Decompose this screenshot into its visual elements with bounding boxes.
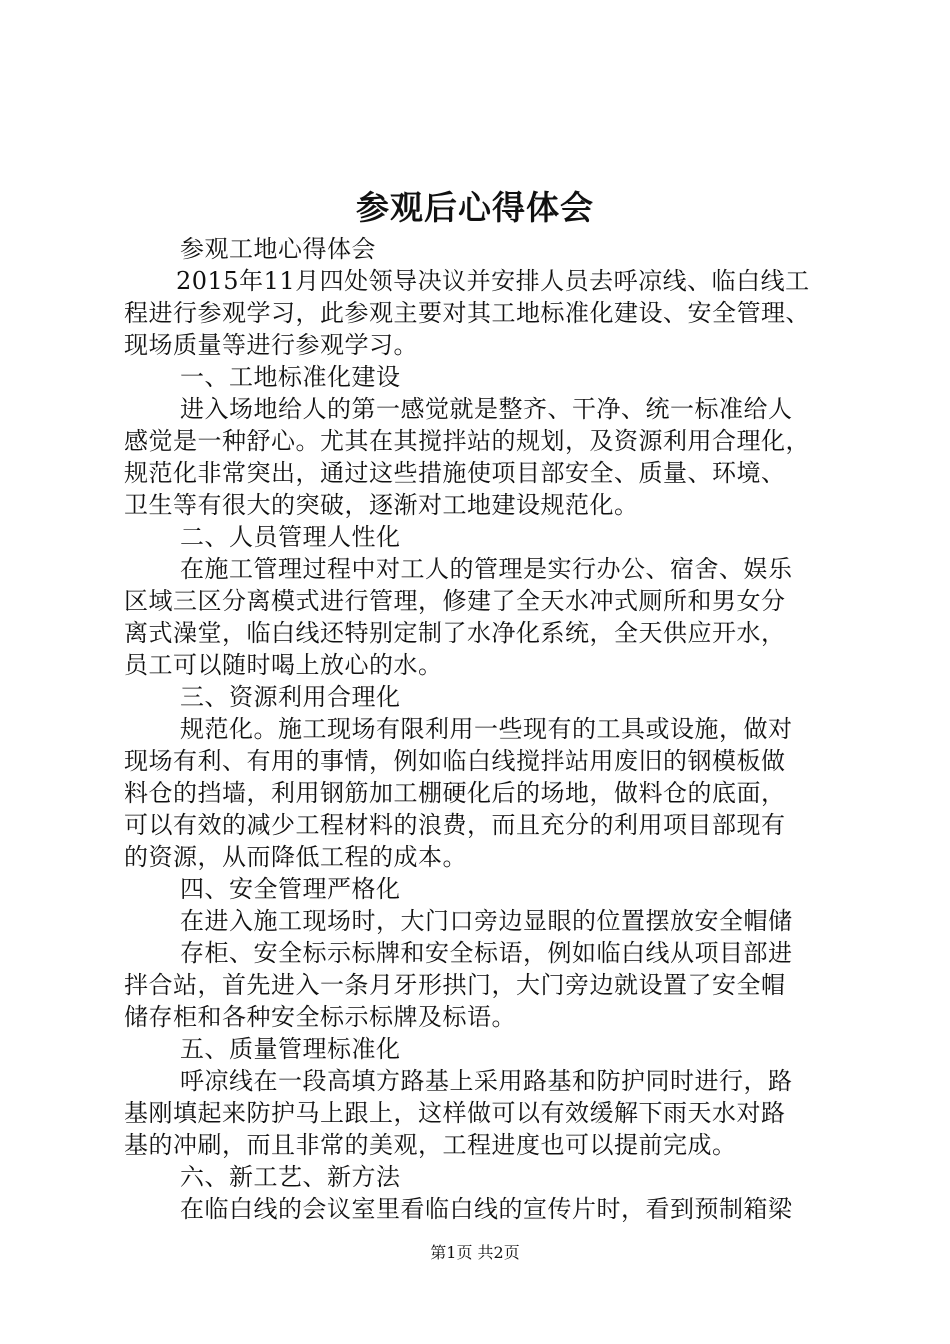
paragraph-line: 现场有利、有用的事情，例如临白线搅拌站用废旧的钢模板做	[124, 747, 786, 775]
paragraph-line: 程进行参观学习，此参观主要对其工地标准化建设、安全管理、	[124, 299, 810, 327]
section-heading: 一、工地标准化建设	[180, 363, 401, 391]
paragraph-line: 离式澡堂，临白线还特别定制了水净化系统，全天供应开水，	[124, 619, 786, 647]
paragraph-line: 基刚填起来防护马上跟上，这样做可以有效缓解下雨天水对路	[124, 1099, 786, 1127]
paragraph-line: 感觉是一种舒心。尤其在其搅拌站的规划，及资源利用合理化，	[124, 427, 810, 455]
paragraph-line: 在临白线的会议室里看临白线的宣传片时，看到预制箱梁	[180, 1195, 793, 1223]
paragraph-line: 现场质量等进行参观学习。	[124, 331, 418, 359]
paragraph-line: 拌合站，首先进入一条月牙形拱门，大门旁边就设置了安全帽	[124, 971, 786, 999]
paragraph-line: 规范化非常突出，通过这些措施使项目部安全、质量、环境、	[124, 459, 786, 487]
section-heading: 四、安全管理严格化	[180, 875, 401, 903]
paragraph-line: 可以有效的减少工程材料的浪费，而且充分的利用项目部现有	[124, 811, 786, 839]
paragraph-line: 在进入施工现场时，大门口旁边显眼的位置摆放安全帽储	[180, 907, 793, 935]
paragraph-line: 进入场地给人的第一感觉就是整齐、干净、统一标准给人	[180, 395, 793, 423]
paragraph-line: 在施工管理过程中对工人的管理是实行办公、宿舍、娱乐	[180, 555, 793, 583]
section-heading: 六、新工艺、新方法	[180, 1163, 401, 1191]
section-heading: 五、质量管理标准化	[180, 1035, 401, 1063]
document-title: 参观后心得体会	[356, 188, 594, 227]
paragraph-line: 呼凉线在一段高填方路基上采用路基和防护同时进行，路	[180, 1067, 793, 1095]
paragraph-line: 区域三区分离模式进行管理，修建了全天水冲式厕所和男女分	[124, 587, 786, 615]
paragraph-line: 料仓的挡墙，利用钢筋加工棚硬化后的场地，做料仓的底面，	[124, 779, 786, 807]
page-footer: 第1页 共2页	[430, 1243, 520, 1262]
paragraph-line: 的资源，从而降低工程的成本。	[124, 843, 467, 871]
document-body	[124, 233, 864, 1225]
paragraph-line: 卫生等有很大的突破，逐渐对工地建设规范化。	[124, 491, 639, 519]
paragraph-line: 基的冲刷，而且非常的美观，工程进度也可以提前完成。	[124, 1131, 737, 1159]
section-heading: 二、人员管理人性化	[180, 523, 401, 551]
paragraph-line: 规范化。施工现场有限利用一些现有的工具或设施，做对	[180, 715, 793, 743]
paragraph-line: 员工可以随时喝上放心的水。	[124, 651, 443, 679]
paragraph-line: 2015年11月四处领导决议并安排人员去呼凉线、临白线工	[176, 267, 810, 295]
paragraph-line: 储存柜和各种安全标示标牌及标语。	[124, 1003, 516, 1031]
paragraph-line: 存柜、安全标示标牌和安全标语，例如临白线从项目部进	[180, 939, 793, 967]
subtitle-line: 参观工地心得体会	[180, 235, 376, 263]
section-heading: 三、资源利用合理化	[180, 683, 401, 711]
